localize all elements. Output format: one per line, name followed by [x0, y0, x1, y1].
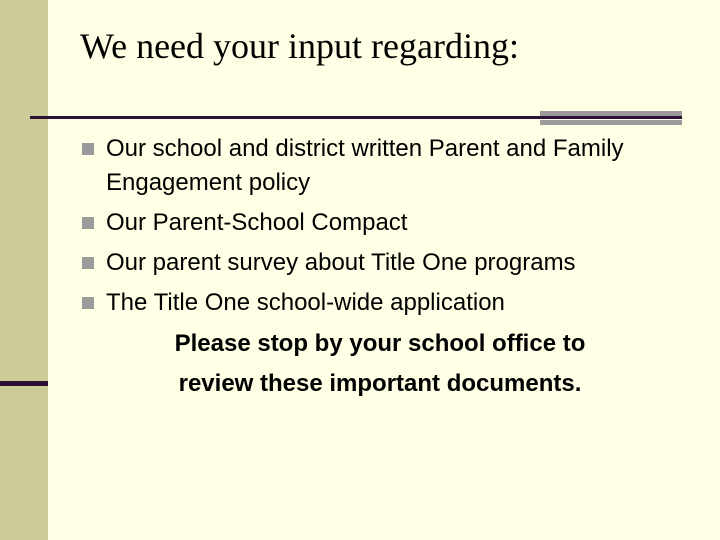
bullet-text: The Title One school-wide application — [106, 289, 505, 316]
bullet-text: Our parent survey about Title One programs — [106, 249, 576, 276]
square-bullet-icon — [82, 297, 94, 309]
slide-title: We need your input regarding: — [80, 26, 519, 66]
closing-note-line-1: Please stop by your school office to — [174, 330, 586, 357]
bullet-item-engagement-policy — [82, 132, 702, 200]
bullet-item-survey — [82, 246, 702, 280]
bullet-list — [82, 132, 702, 326]
bullet-text: Our school and district written Parent and Family Engagement policy — [106, 135, 624, 196]
left-side-band — [0, 0, 48, 540]
closing-note-line-2: review these important documents. — [178, 370, 582, 397]
square-bullet-icon — [82, 143, 94, 155]
bullet-item-compact — [82, 206, 702, 240]
closing-note — [100, 324, 660, 404]
bullet-item-application — [82, 286, 702, 320]
square-bullet-icon — [82, 257, 94, 269]
square-bullet-icon — [82, 217, 94, 229]
left-accent-bar — [0, 381, 48, 386]
title-divider-gray-bottom — [540, 120, 682, 125]
bullet-text: Our Parent-School Compact — [106, 209, 408, 236]
title-divider-line — [30, 116, 682, 119]
